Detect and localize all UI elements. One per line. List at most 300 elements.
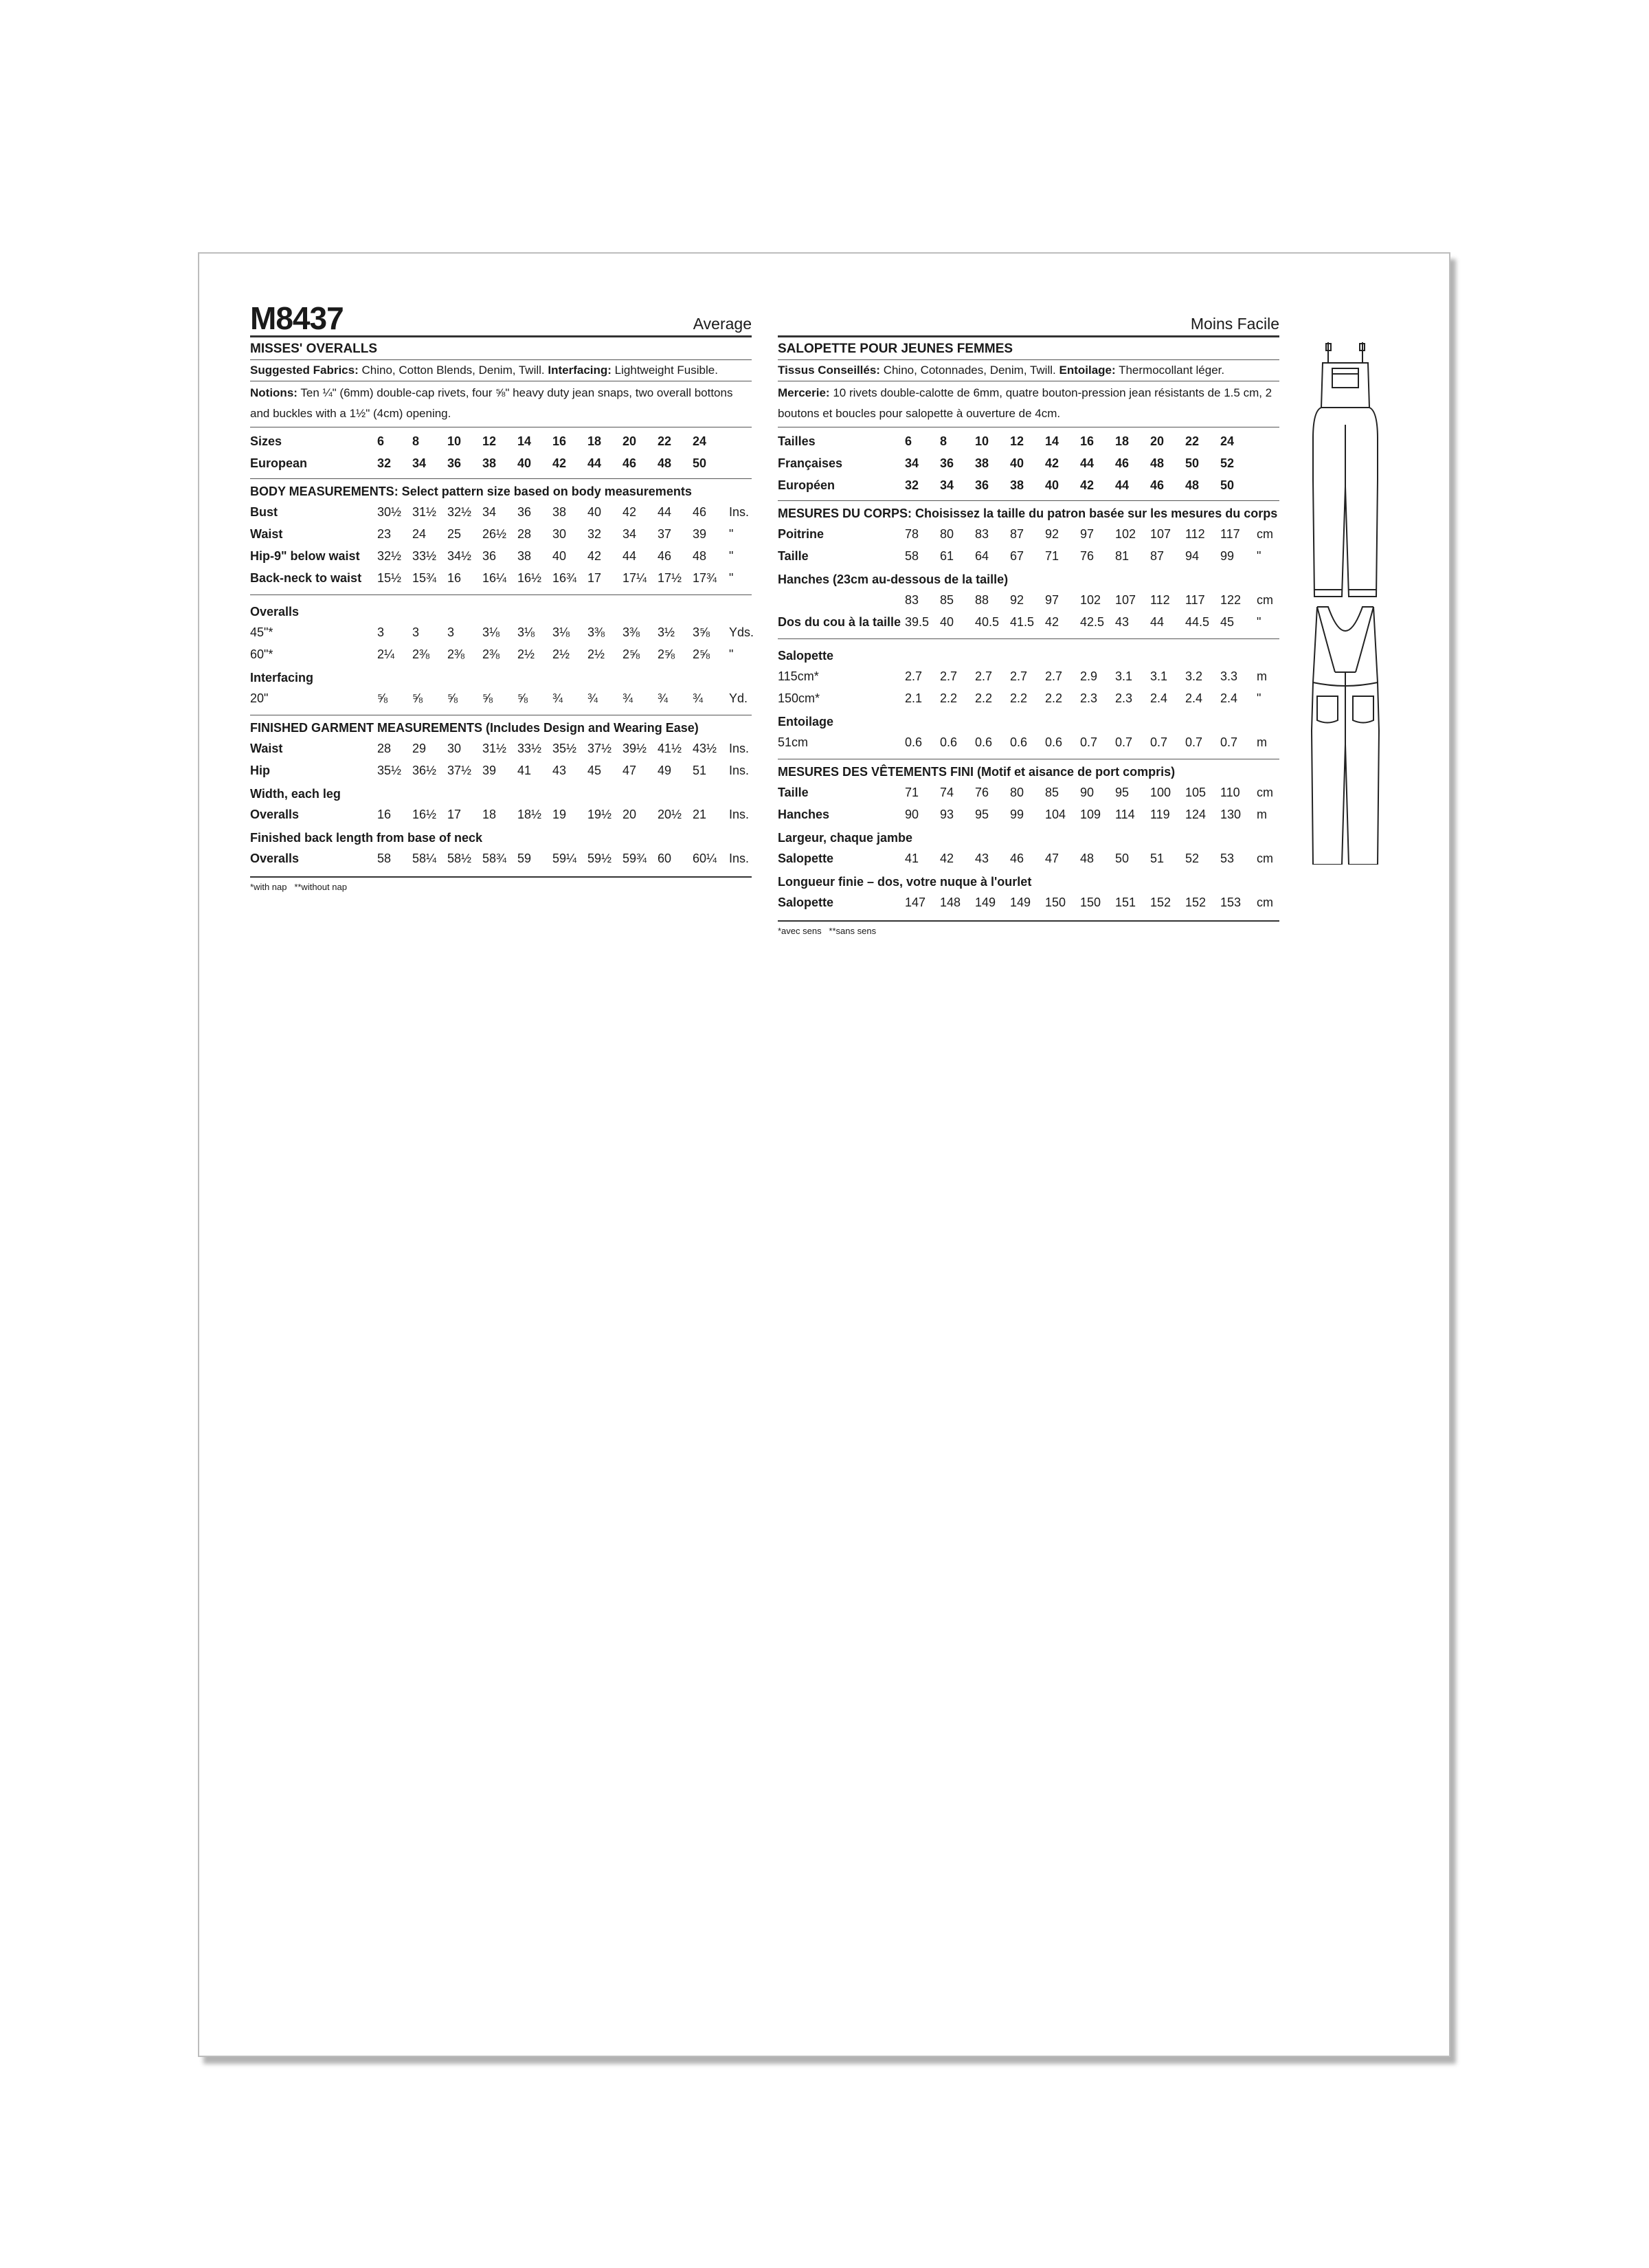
row-label: Poitrine xyxy=(778,526,824,541)
row-label: Waist xyxy=(250,741,283,755)
table-cell: 24 xyxy=(412,526,427,541)
table-cell: ⅝ xyxy=(482,691,493,705)
body-measurements xyxy=(250,479,752,595)
table-row xyxy=(778,523,1279,545)
table-cell: 42 xyxy=(587,548,602,563)
row-label: Sizes xyxy=(250,434,282,448)
table-cell: 35½ xyxy=(377,763,402,777)
table-cell: 32 xyxy=(587,526,602,541)
table-cell: 2⅝ xyxy=(658,647,675,661)
table-cell: 36 xyxy=(517,504,532,519)
table-cell: 104 xyxy=(1045,807,1066,821)
table-cell: 93 xyxy=(940,807,954,821)
table-cell: 107 xyxy=(1150,526,1171,541)
table-cell: 37 xyxy=(658,526,672,541)
table-cell: 42 xyxy=(1045,456,1059,470)
unit-label: " xyxy=(1257,691,1261,705)
table-cell: 2.3 xyxy=(1115,691,1133,705)
table-cell: 24 xyxy=(1220,434,1235,448)
table-cell: 51 xyxy=(1150,851,1165,865)
size-table-fr xyxy=(778,427,1279,501)
french-column xyxy=(778,308,1279,936)
table-cell: 152 xyxy=(1185,895,1207,909)
table-cell: 59 xyxy=(517,851,532,865)
row-label: 150cm* xyxy=(778,691,820,705)
unit-label: " xyxy=(729,570,734,585)
table-cell: 64 xyxy=(975,548,989,563)
table-cell: 17 xyxy=(587,570,602,585)
pattern-number: M8437 xyxy=(250,300,344,336)
row-label: Tailles xyxy=(778,434,816,448)
table-row xyxy=(778,452,1279,474)
table-cell: 25 xyxy=(447,526,462,541)
table-cell: 71 xyxy=(905,785,919,799)
footnote-fr: *avec sens **sans sens xyxy=(778,926,877,936)
table-cell: 36 xyxy=(975,478,989,492)
body-measurements-title-fr: MESURES DU CORPS: Choisissez la taille du patron basée sur les mesures du corps xyxy=(778,507,1278,520)
table-cell: 2⅝ xyxy=(693,647,710,661)
table-cell: 29 xyxy=(412,741,427,755)
finished-garment-measurements xyxy=(250,715,752,878)
row-label: 45"* xyxy=(250,625,273,639)
table-cell: 16 xyxy=(552,434,567,448)
unit-label: Ins. xyxy=(729,741,750,755)
table-cell: 2.4 xyxy=(1150,691,1168,705)
row-label: European xyxy=(250,456,308,470)
table-cell: ¾ xyxy=(622,691,633,705)
table-cell: 102 xyxy=(1080,592,1101,607)
table-cell: 53 xyxy=(1220,851,1235,865)
table-row xyxy=(250,803,752,825)
table-cell: 0.6 xyxy=(1010,735,1028,749)
notions-fr: Mercerie: 10 rivets double-calotte de 6mm, quatre bouton-pression jean résistants de 1.5 cm, 2 boutons et boucles pour salopette à ouverture de 4cm. xyxy=(778,381,1279,427)
overalls-back-icon xyxy=(1312,607,1379,865)
table-cell: 3⅛ xyxy=(482,625,500,639)
table-cell: 83 xyxy=(905,592,919,607)
table-cell: 16½ xyxy=(412,807,437,821)
table-cell: 43 xyxy=(1115,614,1130,629)
table-cell: 17¼ xyxy=(622,570,647,585)
table-cell: 12 xyxy=(1010,434,1024,448)
table-row xyxy=(250,643,752,665)
row-label: Taille xyxy=(778,785,809,799)
table-row xyxy=(250,523,752,545)
table-cell: 90 xyxy=(1080,785,1095,799)
table-cell: 3.1 xyxy=(1150,669,1168,683)
table-cell: 88 xyxy=(975,592,989,607)
table-cell: 2.7 xyxy=(1045,669,1063,683)
table-cell: 45 xyxy=(1220,614,1235,629)
table-row xyxy=(778,731,1279,753)
table-row xyxy=(778,545,1279,567)
table-cell: 2½ xyxy=(517,647,535,661)
table-cell: 39 xyxy=(693,526,707,541)
unit-label: cm xyxy=(1257,592,1273,607)
leg-width-title-fr: Largeur, chaque jambe xyxy=(778,831,913,845)
table-cell: 3 xyxy=(447,625,455,639)
table-cell: 100 xyxy=(1150,785,1171,799)
table-cell: 16 xyxy=(1080,434,1095,448)
table-cell: 58 xyxy=(905,548,919,563)
unit-label: Yds. xyxy=(729,625,754,639)
table-cell: 44 xyxy=(1150,614,1165,629)
table-cell: 40 xyxy=(517,456,532,470)
table-cell: 0.7 xyxy=(1115,735,1133,749)
table-row xyxy=(778,589,1279,611)
table-cell: 34 xyxy=(412,456,427,470)
leg-width-title: Width, each leg xyxy=(250,787,341,801)
body-measurements-fr xyxy=(778,501,1279,639)
table-cell: 18 xyxy=(587,434,602,448)
table-cell: 20½ xyxy=(658,807,682,821)
yardage-title: Overalls xyxy=(250,605,300,619)
row-label: 20" xyxy=(250,691,269,705)
table-cell: 112 xyxy=(1185,526,1205,541)
row-label: Bust xyxy=(250,504,278,519)
row-label: Taille xyxy=(778,548,809,563)
table-cell: 41 xyxy=(517,763,532,777)
table-cell: 48 xyxy=(693,548,707,563)
table-cell: 48 xyxy=(1080,851,1095,865)
table-cell: 42 xyxy=(1080,478,1095,492)
table-cell: 20 xyxy=(622,434,637,448)
yardage-section-fr xyxy=(778,639,1279,759)
table-cell: 32 xyxy=(905,478,919,492)
table-cell: 52 xyxy=(1185,851,1200,865)
table-cell: 2.3 xyxy=(1080,691,1098,705)
table-cell: 149 xyxy=(975,895,996,909)
unit-label: m xyxy=(1257,807,1267,821)
interfacing-title-fr: Entoilage xyxy=(778,715,834,729)
table-cell: 92 xyxy=(1045,526,1059,541)
table-cell: 102 xyxy=(1115,526,1136,541)
table-cell: 20 xyxy=(1150,434,1165,448)
table-cell: 119 xyxy=(1150,807,1170,821)
table-cell: ¾ xyxy=(587,691,598,705)
table-cell: 0.7 xyxy=(1080,735,1098,749)
table-cell: 44 xyxy=(587,456,602,470)
table-cell: 2.2 xyxy=(1010,691,1028,705)
row-label: Waist xyxy=(250,526,283,541)
table-cell: 14 xyxy=(1045,434,1059,448)
interfacing-title: Interfacing xyxy=(250,671,314,685)
table-cell: 34 xyxy=(940,478,954,492)
row-label: Hip xyxy=(250,763,270,777)
unit-label: Yd. xyxy=(729,691,748,705)
table-cell: 3.2 xyxy=(1185,669,1203,683)
table-cell: ⅝ xyxy=(447,691,458,705)
table-cell: 36 xyxy=(447,456,462,470)
back-length-title-fr: Longueur finie – dos, votre nuque à l'ourlet xyxy=(778,875,1032,889)
table-cell: 0.6 xyxy=(940,735,958,749)
unit-label: cm xyxy=(1257,526,1273,541)
table-row xyxy=(250,567,752,589)
table-cell: 16½ xyxy=(517,570,542,585)
table-cell: 32½ xyxy=(447,504,472,519)
table-cell: 150 xyxy=(1080,895,1101,909)
unit-label: Ins. xyxy=(729,763,750,777)
table-cell: 0.7 xyxy=(1150,735,1168,749)
table-cell: 74 xyxy=(940,785,954,799)
table-cell: 50 xyxy=(1115,851,1130,865)
overalls-front-icon xyxy=(1313,342,1378,597)
table-cell: 40 xyxy=(1010,456,1024,470)
table-cell: 16 xyxy=(377,807,392,821)
row-label: Européen xyxy=(778,478,835,492)
table-cell: 46 xyxy=(658,548,672,563)
table-cell: 2⅜ xyxy=(447,647,465,661)
table-cell: 6 xyxy=(905,434,912,448)
table-cell: 43 xyxy=(552,763,567,777)
table-cell: 2.9 xyxy=(1080,669,1098,683)
table-cell: 83 xyxy=(975,526,989,541)
table-cell: 22 xyxy=(658,434,672,448)
table-row xyxy=(250,687,752,709)
table-cell: 37½ xyxy=(447,763,472,777)
overalls-technical-drawings xyxy=(1308,342,1383,865)
table-cell: 71 xyxy=(1045,548,1059,563)
table-cell: ⅝ xyxy=(377,691,388,705)
table-cell: 80 xyxy=(1010,785,1024,799)
row-label: Hanches xyxy=(778,807,830,821)
table-cell: 46 xyxy=(1115,456,1130,470)
table-cell: 97 xyxy=(1080,526,1095,541)
row-label: Salopette xyxy=(778,851,834,865)
table-cell: 44 xyxy=(1080,456,1095,470)
table-cell: 18½ xyxy=(517,807,542,821)
yardage-title-fr: Salopette xyxy=(778,649,834,663)
table-cell: 42 xyxy=(552,456,567,470)
table-cell: 32½ xyxy=(377,548,402,563)
table-cell: 52 xyxy=(1220,456,1235,470)
table-cell: 109 xyxy=(1080,807,1101,821)
table-cell: 37½ xyxy=(587,741,612,755)
table-cell: ¾ xyxy=(693,691,704,705)
table-cell: 114 xyxy=(1115,807,1135,821)
table-cell: 122 xyxy=(1220,592,1242,607)
table-cell: 41 xyxy=(905,851,919,865)
table-cell: 2.2 xyxy=(975,691,993,705)
table-cell: 50 xyxy=(693,456,707,470)
table-cell: 110 xyxy=(1220,785,1240,799)
table-cell: 50 xyxy=(1185,456,1200,470)
table-row xyxy=(250,452,752,474)
table-cell: 38 xyxy=(1010,478,1024,492)
table-cell: ¾ xyxy=(552,691,563,705)
row-label: Overalls xyxy=(250,851,300,865)
row-label: Overalls xyxy=(250,807,300,821)
table-cell: 2.4 xyxy=(1220,691,1238,705)
table-cell: 3⅛ xyxy=(517,625,535,639)
table-cell: 18 xyxy=(482,807,497,821)
table-cell: 3⅛ xyxy=(552,625,570,639)
row-label: 115cm* xyxy=(778,669,819,683)
table-cell: 30 xyxy=(552,526,567,541)
table-cell: 2.7 xyxy=(975,669,993,683)
table-cell: 117 xyxy=(1185,592,1205,607)
table-cell: 8 xyxy=(412,434,420,448)
table-cell: 2.7 xyxy=(1010,669,1028,683)
unit-label: Ins. xyxy=(729,504,750,519)
table-row xyxy=(778,847,1279,869)
table-cell: 18 xyxy=(1115,434,1130,448)
table-cell: 0.6 xyxy=(1045,735,1063,749)
table-cell: 42 xyxy=(1045,614,1059,629)
unit-label: m xyxy=(1257,669,1267,683)
table-cell: 42.5 xyxy=(1080,614,1105,629)
table-cell: 130 xyxy=(1220,807,1242,821)
table-cell: 39.5 xyxy=(905,614,930,629)
table-cell: 47 xyxy=(1045,851,1059,865)
footnote: *with nap **without nap xyxy=(250,882,347,892)
table-cell: 30 xyxy=(447,741,462,755)
table-cell: 2⅜ xyxy=(412,647,430,661)
table-cell: 8 xyxy=(940,434,947,448)
table-cell: 16¾ xyxy=(552,570,577,585)
table-cell: 20 xyxy=(622,807,637,821)
unit-label: " xyxy=(729,548,734,563)
garment-title-fr: SALOPETTE POUR JEUNES FEMMES xyxy=(778,337,1279,360)
english-header xyxy=(250,300,752,337)
table-row xyxy=(778,891,1279,913)
table-cell: 58¼ xyxy=(412,851,437,865)
table-cell: 34 xyxy=(482,504,497,519)
table-row xyxy=(250,501,752,523)
table-cell: 12 xyxy=(482,434,497,448)
table-cell: 34 xyxy=(905,456,919,470)
table-cell: 31½ xyxy=(412,504,437,519)
table-cell: 19 xyxy=(552,807,567,821)
table-row xyxy=(250,759,752,781)
table-cell: 41½ xyxy=(658,741,682,755)
row-label: 60"* xyxy=(250,647,273,661)
table-cell: 150 xyxy=(1045,895,1066,909)
table-cell: 16 xyxy=(447,570,462,585)
table-cell: 41.5 xyxy=(1010,614,1035,629)
table-cell: 36 xyxy=(482,548,497,563)
french-header xyxy=(778,308,1279,337)
table-cell: 48 xyxy=(658,456,672,470)
unit-label: Ins. xyxy=(729,851,750,865)
table-cell: 43½ xyxy=(693,741,717,755)
table-cell: 35½ xyxy=(552,741,577,755)
table-cell: 85 xyxy=(1045,785,1059,799)
table-row xyxy=(250,847,752,869)
row-label: Back-neck to waist xyxy=(250,570,362,585)
unit-label: Ins. xyxy=(729,807,750,821)
table-cell: 26½ xyxy=(482,526,507,541)
table-cell: 16¼ xyxy=(482,570,507,585)
table-cell: 30½ xyxy=(377,504,402,519)
table-cell: 46 xyxy=(1150,478,1165,492)
table-cell: 46 xyxy=(693,504,707,519)
finished-garment-measurements-fr xyxy=(778,759,1279,922)
unit-label: cm xyxy=(1257,895,1273,909)
table-cell: 59½ xyxy=(587,851,612,865)
table-cell: 2.2 xyxy=(940,691,958,705)
table-cell: 32 xyxy=(377,456,392,470)
yardage-section xyxy=(250,595,752,715)
table-cell: ⅝ xyxy=(412,691,423,705)
table-cell: 15¾ xyxy=(412,570,437,585)
row-label: Hip-9" below waist xyxy=(250,548,360,563)
table-row xyxy=(778,687,1279,709)
table-cell: 3⅜ xyxy=(587,625,605,639)
table-cell: 85 xyxy=(940,592,954,607)
table-cell: 36 xyxy=(940,456,954,470)
table-cell: 48 xyxy=(1185,478,1200,492)
table-cell: 0.6 xyxy=(975,735,993,749)
table-cell: 147 xyxy=(905,895,926,909)
table-cell: 60 xyxy=(658,851,672,865)
table-cell: 46 xyxy=(1010,851,1024,865)
table-cell: 152 xyxy=(1150,895,1171,909)
table-cell: 28 xyxy=(377,741,392,755)
difficulty-level-fr: Moins Facile xyxy=(1190,315,1279,333)
table-cell: 14 xyxy=(517,434,532,448)
table-cell: ¾ xyxy=(658,691,669,705)
table-cell: 38 xyxy=(552,504,567,519)
table-cell: 23 xyxy=(377,526,392,541)
table-cell: 107 xyxy=(1115,592,1136,607)
table-cell: 48 xyxy=(1150,456,1165,470)
table-cell: 95 xyxy=(975,807,989,821)
table-cell: 117 xyxy=(1220,526,1240,541)
table-row xyxy=(778,665,1279,687)
table-cell: 3.3 xyxy=(1220,669,1238,683)
table-cell: 17½ xyxy=(658,570,682,585)
table-cell: 2⅜ xyxy=(482,647,500,661)
table-cell: 59¼ xyxy=(552,851,577,865)
table-cell: 38 xyxy=(975,456,989,470)
table-cell: 2¼ xyxy=(377,647,395,661)
finished-title-fr: MESURES DES VÊTEMENTS FINI (Motif et aisance de port compris) xyxy=(778,765,1176,779)
table-cell: 87 xyxy=(1150,548,1165,563)
table-cell: 22 xyxy=(1185,434,1200,448)
row-label: 51cm xyxy=(778,735,809,749)
table-cell: 44 xyxy=(658,504,672,519)
table-cell: 3 xyxy=(377,625,385,639)
table-cell: 17 xyxy=(447,807,462,821)
table-cell: 153 xyxy=(1220,895,1242,909)
table-cell: 87 xyxy=(1010,526,1024,541)
table-cell: 148 xyxy=(940,895,961,909)
table-cell: 19½ xyxy=(587,807,612,821)
table-cell: 149 xyxy=(1010,895,1031,909)
table-cell: 39 xyxy=(482,763,497,777)
table-cell: 49 xyxy=(658,763,672,777)
table-cell: 33½ xyxy=(412,548,437,563)
table-cell: 10 xyxy=(447,434,462,448)
unit-label: " xyxy=(729,647,734,661)
table-row xyxy=(250,621,752,643)
table-row xyxy=(250,545,752,567)
size-table xyxy=(250,427,752,479)
table-cell: 81 xyxy=(1115,548,1130,563)
table-cell: 97 xyxy=(1045,592,1059,607)
table-cell: 40 xyxy=(940,614,954,629)
table-cell: 58¾ xyxy=(482,851,507,865)
table-cell: 28 xyxy=(517,526,532,541)
table-row xyxy=(778,430,1279,452)
notions: Notions: Ten ¼" (6mm) double-cap rivets, four ⅝" heavy duty jean snaps, two overall bottons and buckles with a 1½" (4cm) opening. xyxy=(250,381,752,427)
table-row xyxy=(778,611,1279,633)
table-cell: 94 xyxy=(1185,548,1200,563)
table-row xyxy=(778,474,1279,496)
back-length-title: Finished back length from base of neck xyxy=(250,831,483,845)
table-cell: 6 xyxy=(377,434,385,448)
table-cell: 80 xyxy=(940,526,954,541)
